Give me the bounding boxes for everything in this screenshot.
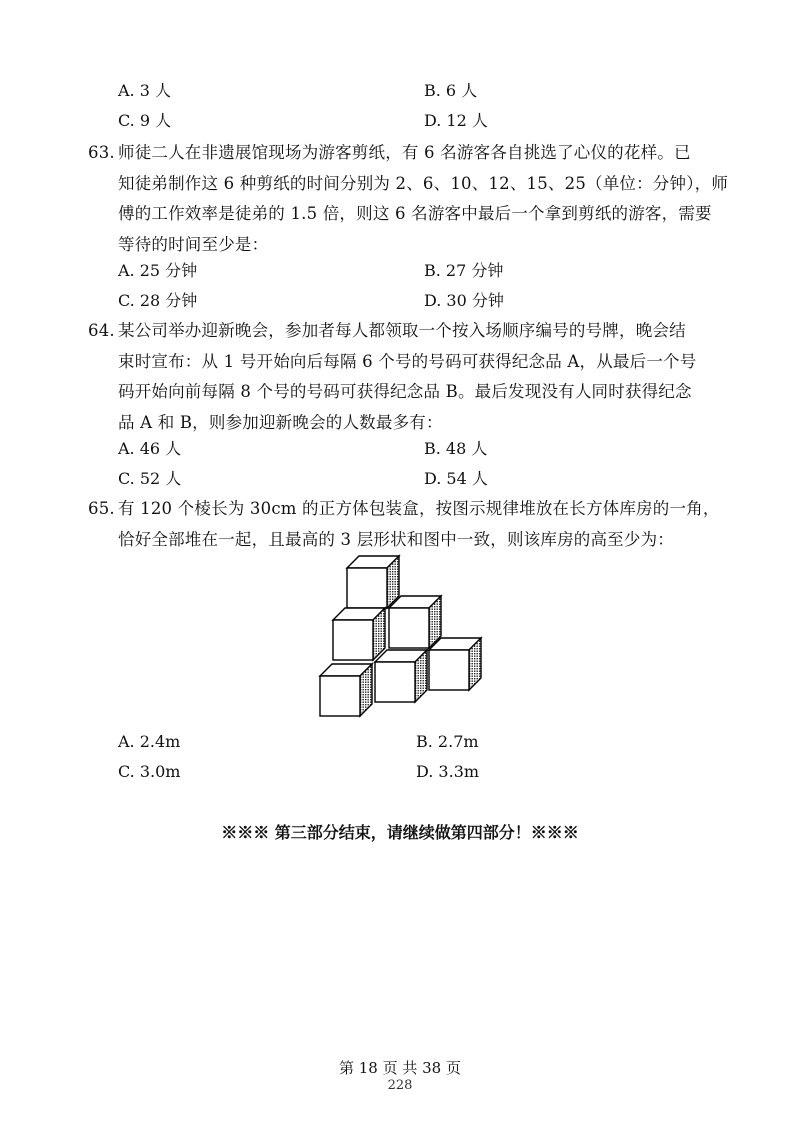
q62-option-c: C. 9 人 [118, 111, 172, 130]
question-text-line: 师徒二人在非遗展馆现场为游客剪纸，有 6 名游客各自挑选了心仪的花样。已 [118, 143, 691, 162]
q65-option-a: A. 2.4m [118, 732, 181, 751]
q64-options-row-1 [118, 436, 758, 464]
q65-option-c: C. 3.0m [118, 762, 181, 781]
cube-middle-front [333, 608, 385, 660]
question-text-line: 知徒弟制作这 6 种剪纸的时间分别为 2、6、10、12、15、25（单位：分钟），师 [118, 173, 729, 193]
q63-options-row-2 [118, 288, 758, 316]
q62-option-b: B. 6 人 [424, 81, 478, 100]
question-text-line: 码开始向前每隔 8 个号的号码可获得纪念品 B。最后发现没有人同时获得纪念 [118, 382, 692, 401]
q64-option-c: C. 52 人 [118, 469, 182, 488]
q64-option-b: B. 48 人 [424, 439, 488, 458]
q65-options-row-1 [118, 732, 758, 760]
question-text-line: 某公司举办迎新晚会，参加者每人都领取一个按入场顺序编号的号牌，晚会结 [118, 321, 686, 340]
q62-options-row-2 [118, 108, 758, 136]
q64-option-d: D. 54 人 [424, 469, 488, 488]
question-text-line: 品 A 和 B，则参加迎新晚会的人数最多有： [118, 412, 443, 432]
q63-option-c: C. 28 分钟 [118, 291, 198, 310]
question-64 [88, 316, 728, 438]
q62-options-row-1 [118, 78, 758, 106]
q65-option-d: D. 3.3m [416, 762, 480, 781]
cube-stack-figure [318, 552, 488, 718]
q64-options-row-2 [118, 466, 758, 494]
question-65 [88, 494, 728, 555]
question-text-line: 等待的时间至少是： [118, 234, 269, 254]
question-number: 65. [88, 499, 115, 518]
cube-middle-back [389, 596, 441, 648]
question-text-line: 恰好全部堆在一起，且最高的 3 层形状和图中一致，则该库房的高至少为： [118, 529, 674, 549]
q63-options-row-1 [118, 258, 758, 286]
question-text-line: 傅的工作效率是徒弟的 1.5 倍，则这 6 名游客中最后一个拿到剪纸的游客，需要 [118, 204, 712, 223]
question-63 [88, 138, 728, 260]
question-text-line: 束时宣布：从 1 号开始向后每隔 6 个号的号码可获得纪念品 A，从最后一个号 [118, 351, 697, 371]
question-text-line: 有 120 个棱长为 30cm 的正方体包装盒，按图示规律堆放在长方体库房的一角， [118, 499, 720, 518]
q63-option-d: D. 30 分钟 [424, 291, 504, 310]
question-number: 63. [88, 143, 115, 162]
q63-option-b: B. 27 分钟 [424, 261, 504, 280]
cube-top [347, 556, 399, 608]
section-end-note: ※※※ 第三部分结束，请继续做第四部分！※※※ [221, 823, 579, 842]
q63-option-a: A. 25 分钟 [118, 261, 198, 280]
q65-option-b: B. 2.7m [416, 732, 479, 751]
cube-bottom-middle [375, 650, 427, 702]
cube-bottom-back [429, 638, 481, 690]
q62-option-a: A. 3 人 [118, 81, 171, 100]
cube-bottom-front [320, 664, 372, 716]
q62-option-d: D. 12 人 [424, 111, 488, 130]
q64-option-a: A. 46 人 [118, 439, 182, 458]
page-number: 第 18 页 共 38 页 [338, 1059, 461, 1077]
sequence-number: 228 [387, 1078, 413, 1093]
question-number: 64. [88, 321, 115, 340]
q65-options-row-2 [118, 762, 758, 790]
